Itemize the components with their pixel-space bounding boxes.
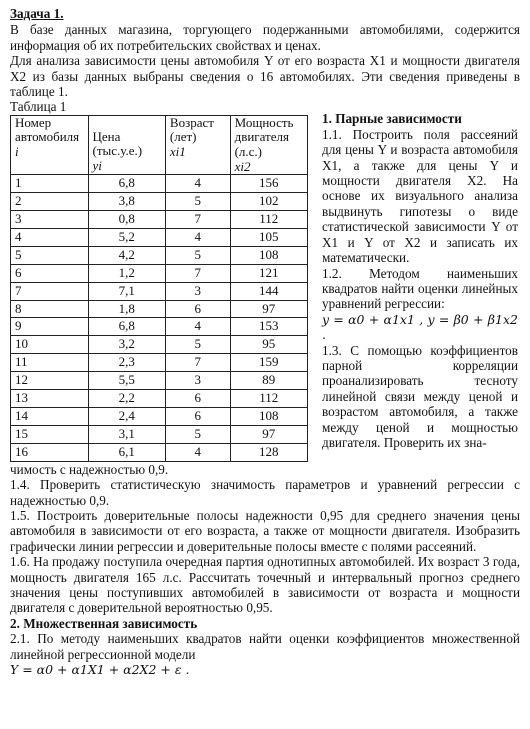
cell-number: 3	[11, 211, 89, 229]
header-engine-power: Мощность двигателя (л.с.) xi2	[230, 115, 307, 174]
cell-power: 159	[230, 354, 307, 372]
intro-paragraph-2: Для анализа зависимости цены автомобиля Y от его возраста X1 и мощности двигателя X2 из базы данных выбраны сведения о 16 автомобилях. Эти сведения приведены в таблице 1.	[10, 53, 520, 100]
data-table	[10, 115, 308, 462]
cell-power: 112	[230, 390, 307, 408]
cell-power: 156	[230, 175, 307, 193]
cell-number: 15	[11, 425, 89, 443]
cell-number: 7	[11, 282, 89, 300]
item-2-1-formula: Y = α0 + α1X1 + α2X2 + ε .	[10, 662, 190, 677]
cell-power: 105	[230, 228, 307, 246]
cell-price: 3,2	[88, 336, 165, 354]
section-2-title: 2. Множественная зависимость	[10, 615, 198, 631]
cell-price: 1,2	[88, 264, 165, 282]
item-1-3-start: 1.3. С помощью коэффициентов парной корреляции проанализировать тесноту линейной связи между ценой и возрастом автомобиля, а также между ценой и мощностью двигателя. Проверить их зна-	[322, 342, 518, 450]
section-1-title: 1. Парные зависимости	[322, 111, 462, 127]
cell-age: 5	[165, 246, 230, 264]
cell-age: 6	[165, 300, 230, 318]
cell-age: 7	[165, 211, 230, 229]
table-row	[11, 408, 308, 426]
table-row	[11, 425, 308, 443]
cell-power: 108	[230, 408, 307, 426]
cell-power: 153	[230, 318, 307, 336]
item-1-1: 1.1. Построить поля рассеяний для цены Y и возраста автомобиля X1, а также для цены Y и мощности двигателя X2. На основе их визуального анализа выдвинуть гипотезы о виде статистической зависимости Y от X1 и Y от X2 и записать их математически.	[322, 126, 518, 266]
header-price: Цена (тыс.у.е.) yi	[88, 115, 165, 174]
cell-age: 6	[165, 408, 230, 426]
cell-power: 144	[230, 282, 307, 300]
header-symbol: i	[15, 144, 19, 160]
cell-price: 0,8	[88, 211, 165, 229]
full-width-block	[10, 462, 520, 678]
cell-age: 5	[165, 336, 230, 354]
cell-number: 6	[11, 264, 89, 282]
table-row	[11, 211, 308, 229]
header-age: Возраст (лет) xi1	[165, 115, 230, 174]
item-1-6: 1.6. На продажу поступила очередная партия однотипных автомобилей. Их возраст 3 года, мощность двигателя 165 л.с. Рассчитать точечный и интервальный прогноз среднего значения цены поступивших автомобилей в зависимости от возраста и мощности двигателя с доверительной вероятностью 0,95.	[10, 554, 520, 616]
header-car-number: Номер автомобиля i	[11, 115, 89, 174]
cell-number: 9	[11, 318, 89, 336]
table-row	[11, 228, 308, 246]
section-1-column	[322, 111, 518, 461]
table-row	[11, 443, 308, 461]
cell-number: 16	[11, 443, 89, 461]
cell-age: 4	[165, 228, 230, 246]
cell-price: 4,2	[88, 246, 165, 264]
cell-price: 6,1	[88, 443, 165, 461]
intro-paragraph-1: В базе данных магазина, торгующего подержанными автомобилями, содержится информация об их потребительских свойствах и ценах.	[10, 22, 520, 53]
cell-power: 112	[230, 211, 307, 229]
cell-price: 6,8	[88, 175, 165, 193]
header-symbol: yi	[92, 158, 102, 174]
cell-number: 1	[11, 175, 89, 193]
table-body	[11, 175, 308, 462]
cell-power: 128	[230, 443, 307, 461]
item-1-3-end: чимость с надежностью 0,9.	[10, 461, 169, 477]
table-row	[11, 264, 308, 282]
table-row	[11, 300, 308, 318]
table-row	[11, 354, 308, 372]
table-row	[11, 372, 308, 390]
table-header-row	[11, 115, 308, 174]
header-symbol: xi2	[234, 158, 251, 174]
cell-price: 5,5	[88, 372, 165, 390]
cell-age: 7	[165, 354, 230, 372]
table-row	[11, 282, 308, 300]
cell-number: 12	[11, 372, 89, 390]
table-row	[11, 193, 308, 211]
cell-price: 2,4	[88, 408, 165, 426]
item-2-1: 2.1. По методу наименьших квадратов найти оценки коэффициентов множественной линейной регрессионной модели	[10, 631, 520, 662]
cell-number: 10	[11, 336, 89, 354]
table-row	[11, 175, 308, 193]
cell-age: 5	[165, 193, 230, 211]
cell-number: 8	[11, 300, 89, 318]
cell-power: 121	[230, 264, 307, 282]
item-1-2: 1.2. Методом наименьших квадратов найти оценки линейных уравнений регрессии:	[322, 265, 518, 312]
cell-number: 2	[11, 193, 89, 211]
item-1-4: 1.4. Проверить статистическую значимость параметров и уравнений регрессии с надежностью 0,9.	[10, 477, 520, 508]
table-caption: Таблица 1	[10, 99, 67, 115]
two-column-block	[10, 99, 520, 461]
table-column	[10, 99, 316, 461]
cell-number: 4	[11, 228, 89, 246]
cell-age: 3	[165, 282, 230, 300]
table-row	[11, 336, 308, 354]
cell-price: 2,3	[88, 354, 165, 372]
cell-power: 97	[230, 300, 307, 318]
cell-power: 108	[230, 246, 307, 264]
cell-number: 14	[11, 408, 89, 426]
cell-power: 97	[230, 425, 307, 443]
cell-age: 4	[165, 175, 230, 193]
cell-power: 95	[230, 336, 307, 354]
cell-price: 1,8	[88, 300, 165, 318]
cell-age: 6	[165, 390, 230, 408]
cell-number: 11	[11, 354, 89, 372]
cell-price: 3,8	[88, 193, 165, 211]
table-row	[11, 390, 308, 408]
header-symbol: xi1	[169, 144, 186, 160]
cell-price: 2,2	[88, 390, 165, 408]
cell-age: 4	[165, 318, 230, 336]
cell-age: 3	[165, 372, 230, 390]
cell-power: 102	[230, 193, 307, 211]
cell-price: 3,1	[88, 425, 165, 443]
cell-price: 7,1	[88, 282, 165, 300]
task-title: Задача 1.	[10, 6, 64, 21]
item-1-5: 1.5. Построить доверительные полосы надежности 0,95 для среднего значения цены автомобиля в зависимости от его возраста, а также от мощности двигателя. Изобразить графически линии регрессии и доверительные полосы вместе с полями рассеяний.	[10, 507, 520, 554]
cell-power: 89	[230, 372, 307, 390]
item-1-2-formula: y = α0 + α1x1 , y = β0 + β1x2 .	[322, 311, 518, 343]
cell-price: 5,2	[88, 228, 165, 246]
cell-age: 7	[165, 264, 230, 282]
cell-age: 4	[165, 443, 230, 461]
table-row	[11, 318, 308, 336]
cell-number: 5	[11, 246, 89, 264]
cell-price: 6,8	[88, 318, 165, 336]
table-row	[11, 246, 308, 264]
cell-age: 5	[165, 425, 230, 443]
cell-number: 13	[11, 390, 89, 408]
